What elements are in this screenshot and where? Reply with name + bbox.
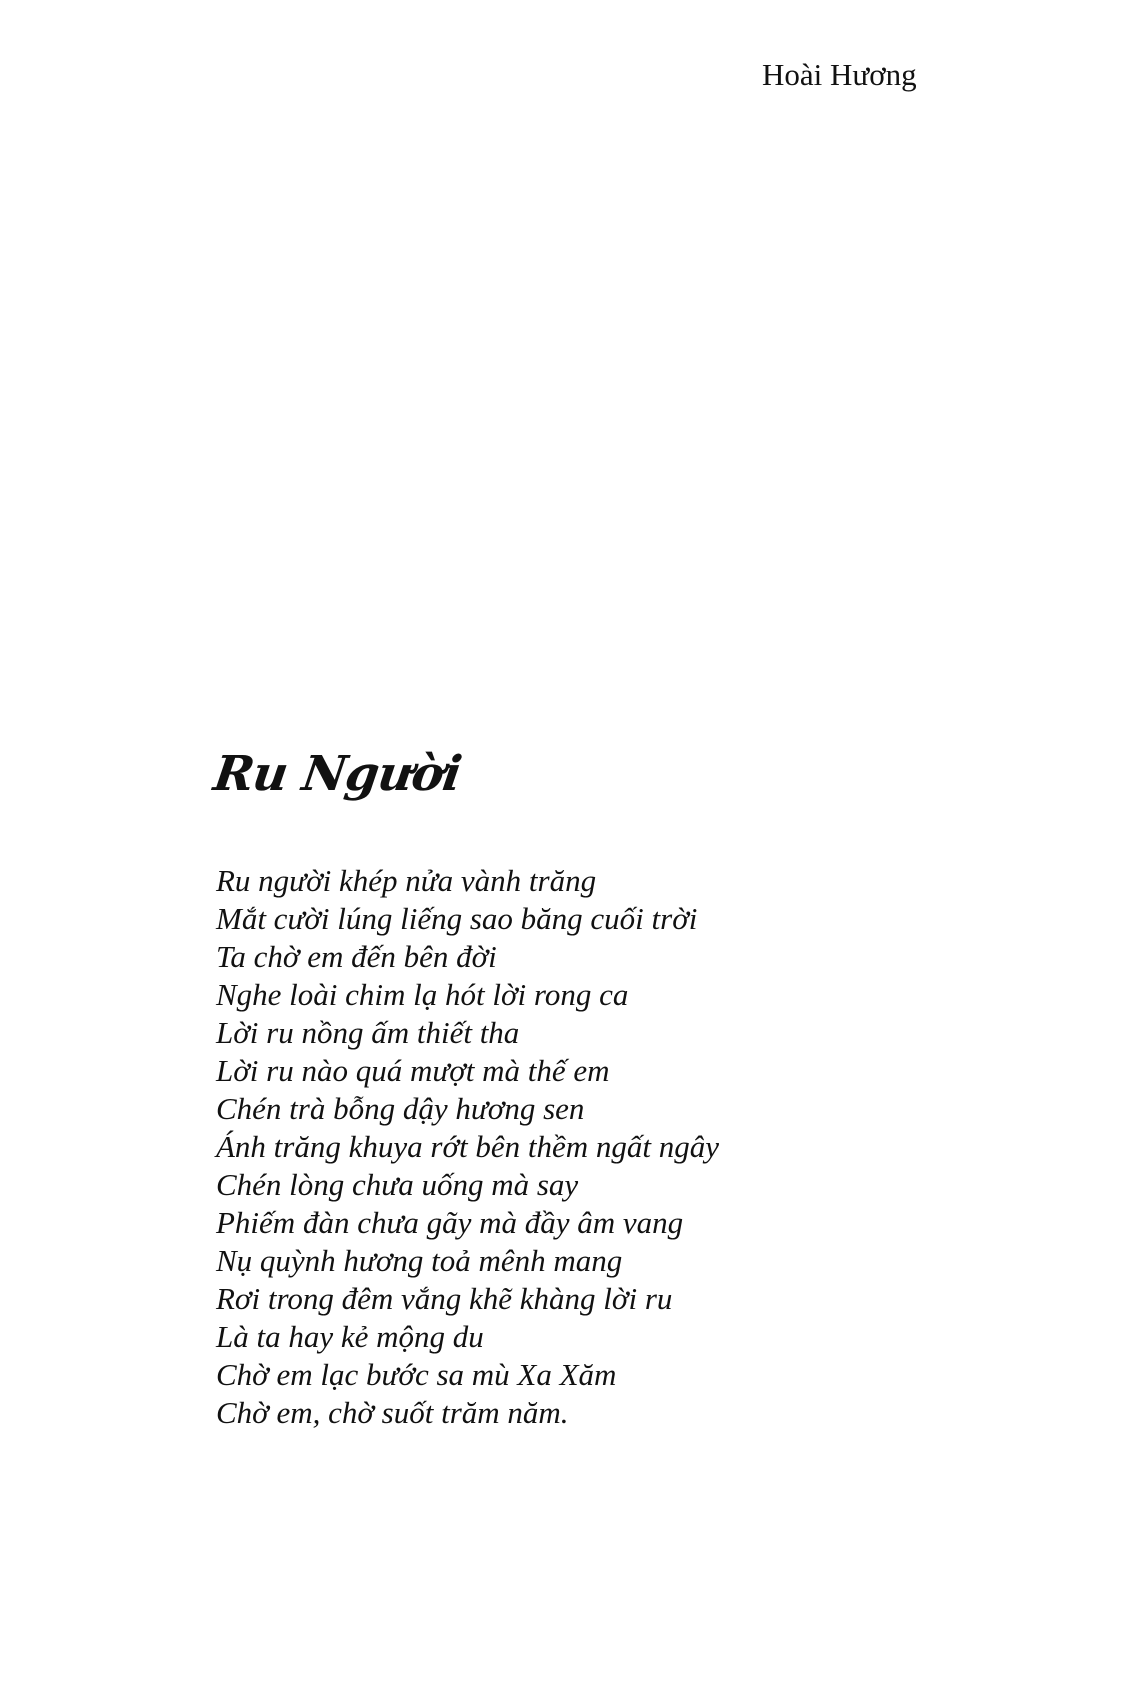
poem-line: Nghe loài chim lạ hót lời rong ca <box>216 977 629 1012</box>
poem-line: Lời ru nồng ấm thiết tha <box>216 1015 520 1050</box>
poem-line: Chén lòng chưa uống mà say <box>216 1167 579 1202</box>
running-header-author: Hoài Hương <box>762 57 917 92</box>
poem-line: Nụ quỳnh hương toả mênh mang <box>216 1243 623 1278</box>
poem-line: Lời ru nào quá mượt mà thế em <box>216 1053 610 1088</box>
poem-line: Phiếm đàn chưa gãy mà đầy âm vang <box>216 1205 684 1240</box>
poem-line: Ta chờ em đến bên đời <box>216 939 497 974</box>
poem-line: Là ta hay kẻ mộng du <box>216 1319 484 1354</box>
poem-body <box>216 862 719 1432</box>
poem-line: Chờ em, chờ suốt trăm năm. <box>216 1395 569 1430</box>
poem-line: Ru người khép nửa vành trăng <box>216 863 597 898</box>
poem-line: Chén trà bỗng dậy hương sen <box>216 1091 585 1126</box>
poem-line: Chờ em lạc bước sa mù Xa Xăm <box>216 1357 617 1392</box>
poem-line: Rơi trong đêm vắng khẽ khàng lời ru <box>216 1281 673 1316</box>
poem-line: Ánh trăng khuya rớt bên thềm ngất ngây <box>216 1129 719 1164</box>
poem-line: Mắt cười lúng liếng sao băng cuối trời <box>216 901 698 936</box>
poem-title: Ru Người <box>210 746 465 802</box>
